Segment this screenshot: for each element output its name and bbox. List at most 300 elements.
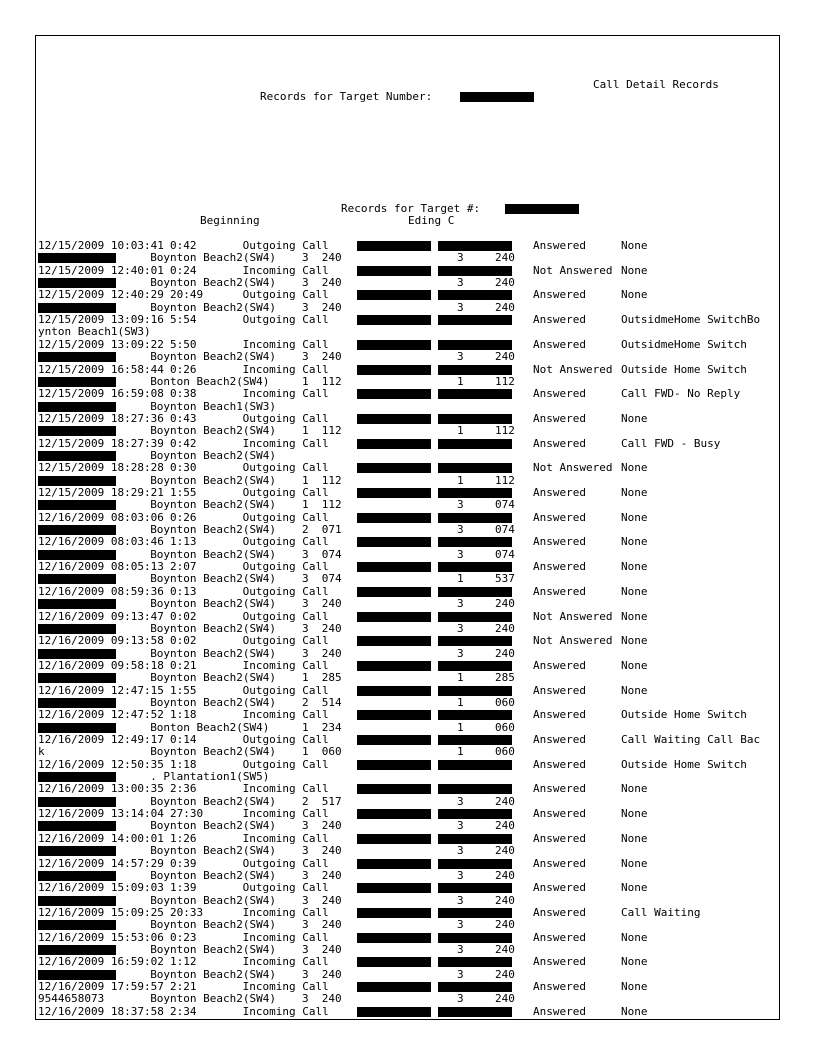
redaction-box <box>438 266 512 276</box>
record-status: Answered <box>533 955 586 969</box>
redaction-box <box>38 871 116 881</box>
record-status: Answered <box>533 560 586 574</box>
record-call-type: Incoming Call <box>242 362 329 376</box>
record-datetime: 12/16/2009 09:13:47 <box>38 609 164 623</box>
record-location: Boynton Beach2(SW4) <box>150 893 277 907</box>
redaction-box <box>438 290 512 300</box>
redaction-box <box>38 846 116 856</box>
record-datetime: 12/15/2009 16:58:44 <box>38 362 164 376</box>
redaction-box <box>438 315 512 325</box>
record-call-type: Outgoing Call <box>242 856 329 870</box>
record-sector-start: 514 <box>321 695 342 709</box>
record-sector-start: 285 <box>321 671 342 685</box>
redaction-box <box>38 599 116 609</box>
redaction-box <box>357 834 431 844</box>
record-location: Boynton Beach2(SW4) <box>150 251 277 265</box>
redaction-box <box>357 513 431 523</box>
redaction-box <box>357 908 431 918</box>
record-cell-end: 1 <box>457 424 464 438</box>
redaction-box <box>438 463 512 473</box>
record-feature: None <box>621 609 648 623</box>
record-cell-end: 3 <box>457 992 464 1006</box>
record-duration: 5:50 <box>170 337 197 351</box>
record-call-type: Incoming Call <box>242 708 329 722</box>
record-location: Boynton Beach2(SW4) <box>150 276 277 290</box>
record-sector-end: 240 <box>495 276 515 290</box>
record-sector-end: 240 <box>495 918 515 932</box>
record-sector-end: 074 <box>495 498 515 512</box>
record-call-type: Outgoing Call <box>242 757 329 771</box>
record-duration: 2:34 <box>170 1004 197 1018</box>
record-from-number: k <box>38 745 45 759</box>
record-status: Answered <box>533 930 586 944</box>
record-status: Answered <box>533 510 586 524</box>
record-cell-start: 3 <box>302 819 309 833</box>
record-location: Boynton Beach2(SW4) <box>150 547 277 561</box>
redaction-box <box>357 488 431 498</box>
record-sector-end: 240 <box>495 967 515 981</box>
record-duration: 0:24 <box>170 263 197 277</box>
redaction-box <box>438 488 512 498</box>
record-feature-continued: ynton Beach1(SW3) <box>38 325 151 339</box>
record-sector-start: 074 <box>321 547 342 561</box>
record-duration: 1:55 <box>170 486 197 499</box>
record-location: Boynton Beach2(SW4) <box>150 695 277 709</box>
redaction-box <box>438 414 512 424</box>
record-feature: None <box>621 856 648 870</box>
record-duration: 1:39 <box>170 881 197 895</box>
record-cell-end: 1 <box>457 720 464 734</box>
record-sector-end: 240 <box>495 646 515 660</box>
record-cell-end: 3 <box>457 597 464 611</box>
redaction-box <box>357 612 431 622</box>
redaction-box <box>357 784 431 794</box>
record-cell-end: 3 <box>457 844 464 858</box>
redaction-box <box>38 426 116 436</box>
record-feature: None <box>621 881 648 895</box>
redaction-box <box>38 278 116 288</box>
record-datetime: 12/15/2009 18:27:39 <box>38 436 164 450</box>
record-feature: None <box>621 807 648 821</box>
redaction-box <box>357 266 431 276</box>
record-call-type: Outgoing Call <box>242 683 329 697</box>
record-datetime: 12/16/2009 08:03:46 <box>38 535 164 549</box>
record-sector-end: 240 <box>495 621 515 635</box>
redaction-box <box>38 920 116 930</box>
record-datetime: 12/15/2009 18:28:28 <box>38 461 164 475</box>
record-location: Boynton Beach1(SW3) <box>150 399 277 413</box>
redaction-box <box>38 649 116 659</box>
redaction-box <box>357 365 431 375</box>
redaction-box <box>357 389 431 399</box>
record-call-type: Outgoing Call <box>242 733 329 746</box>
record-cell-end: 1 <box>457 671 464 685</box>
record-cell-end: 1 <box>457 745 464 759</box>
record-cell-end: 3 <box>457 868 464 882</box>
record-cell-end: 1 <box>457 374 464 388</box>
record-duration: 5:54 <box>170 313 197 327</box>
record-cell-end: 3 <box>457 276 464 290</box>
record-call-type: Incoming Call <box>242 263 329 277</box>
redaction-box <box>438 883 512 893</box>
redaction-box <box>357 982 431 992</box>
record-call-type: Incoming Call <box>242 782 329 796</box>
record-duration: 0:21 <box>170 658 197 672</box>
redaction-box <box>438 562 512 572</box>
record-cell-start: 3 <box>302 621 309 635</box>
record-datetime: 12/16/2009 15:09:03 <box>38 881 164 895</box>
record-sector-end: 240 <box>495 251 515 265</box>
record-feature: Call Waiting Call Bac <box>621 733 761 746</box>
redaction-box <box>357 340 431 350</box>
record-sector-start: 234 <box>321 720 342 734</box>
record-call-type: Outgoing Call <box>242 560 329 574</box>
record-cell-end: 3 <box>457 967 464 981</box>
record-sector-end: 240 <box>495 844 515 858</box>
record-cell-start: 2 <box>302 695 309 709</box>
record-cell-start: 3 <box>302 992 309 1006</box>
redaction-box <box>357 562 431 572</box>
record-feature: None <box>621 560 648 574</box>
redaction-box <box>505 204 579 214</box>
record-datetime: 12/16/2009 12:50:35 <box>38 757 164 771</box>
redaction-box <box>38 451 116 461</box>
record-location: Boynton Beach2(SW4) <box>150 745 277 759</box>
redaction-box <box>438 612 512 622</box>
record-sector-end: 240 <box>495 942 515 956</box>
redaction-box <box>38 525 116 535</box>
record-cell-start: 1 <box>302 720 309 734</box>
record-location: Boynton Beach2(SW4) <box>150 992 277 1006</box>
record-sector-start: 112 <box>321 424 342 438</box>
record-sector-start: 112 <box>321 374 342 388</box>
record-location: Boynton Beach2(SW4) <box>150 448 277 462</box>
record-duration: 27:30 <box>170 807 204 821</box>
record-cell-start: 3 <box>302 942 309 956</box>
redaction-box <box>357 661 431 671</box>
record-sector-start: 240 <box>321 819 342 833</box>
record-cell-end: 3 <box>457 300 464 314</box>
record-datetime: 12/15/2009 12:40:01 <box>38 263 164 277</box>
record-datetime: 12/16/2009 08:59:36 <box>38 584 164 598</box>
record-datetime: 12/16/2009 15:09:25 <box>38 905 164 919</box>
record-cell-start: 1 <box>302 745 309 759</box>
redaction-box <box>357 710 431 720</box>
redaction-box <box>438 809 512 819</box>
record-cell-end: 3 <box>457 918 464 932</box>
record-cell-start: 3 <box>302 276 309 290</box>
record-duration: 1:55 <box>170 683 197 697</box>
redaction-box <box>438 859 512 869</box>
record-feature: None <box>621 831 648 845</box>
redaction-box <box>38 970 116 980</box>
record-call-type: Outgoing Call <box>242 535 329 549</box>
record-cell-end: 3 <box>457 942 464 956</box>
redaction-box <box>438 908 512 918</box>
redaction-box <box>357 636 431 646</box>
redaction-box <box>357 809 431 819</box>
record-duration: 0:13 <box>170 584 197 598</box>
record-feature: None <box>621 683 648 697</box>
redaction-box <box>438 834 512 844</box>
record-sector-end: 060 <box>495 720 515 734</box>
record-status: Answered <box>533 905 586 919</box>
record-location: Boynton Beach2(SW4) <box>150 300 277 314</box>
redaction-box <box>357 290 431 300</box>
record-status: Answered <box>533 535 586 549</box>
record-feature: None <box>621 584 648 598</box>
redaction-box <box>357 463 431 473</box>
redaction-box <box>438 760 512 770</box>
record-datetime: 12/15/2009 18:29:21 <box>38 486 164 499</box>
record-datetime: 12/16/2009 08:03:06 <box>38 510 164 524</box>
record-feature: None <box>621 634 648 648</box>
redaction-box <box>460 92 534 102</box>
record-status: Answered <box>533 683 586 697</box>
record-sector-end: 537 <box>495 572 515 586</box>
record-sector-start: 112 <box>321 473 342 487</box>
record-feature: Call FWD - Busy <box>621 436 721 450</box>
record-sector-end: 240 <box>495 300 515 314</box>
record-call-type: Outgoing Call <box>242 461 329 475</box>
record-datetime: 12/15/2009 18:27:36 <box>38 411 164 425</box>
record-call-type: Incoming Call <box>242 387 329 401</box>
record-datetime: 12/16/2009 12:49:17 <box>38 733 164 746</box>
record-feature: Outside Home Switch <box>621 757 747 771</box>
record-sector-start: 240 <box>321 300 342 314</box>
record-sector-end: 060 <box>495 745 515 759</box>
record-cell-end: 3 <box>457 547 464 561</box>
redaction-box <box>438 686 512 696</box>
record-cell-end: 3 <box>457 350 464 364</box>
record-cell-start: 3 <box>302 251 309 265</box>
record-sector-end: 074 <box>495 547 515 561</box>
record-location: Boynton Beach2(SW4) <box>150 942 277 956</box>
record-cell-end: 3 <box>457 893 464 907</box>
record-sector-start: 240 <box>321 844 342 858</box>
record-status: Not Answered <box>533 634 613 648</box>
record-status: Answered <box>533 411 586 425</box>
redaction-box <box>438 365 512 375</box>
record-status: Answered <box>533 757 586 771</box>
record-duration: 0:43 <box>170 411 197 425</box>
record-datetime: 12/15/2009 12:40:29 <box>38 288 164 302</box>
redaction-box <box>438 636 512 646</box>
record-location: Boynton Beach2(SW4) <box>150 498 277 512</box>
record-sector-end: 074 <box>495 523 515 537</box>
record-cell-start: 3 <box>302 300 309 314</box>
record-call-type: Incoming Call <box>242 980 329 993</box>
record-sector-start: 074 <box>321 572 342 586</box>
record-location: Boynton Beach2(SW4) <box>150 844 277 858</box>
redaction-box <box>38 673 116 683</box>
record-cell-end: 1 <box>457 572 464 586</box>
redaction-box <box>38 574 116 584</box>
record-status: Answered <box>533 584 586 598</box>
record-status: Answered <box>533 708 586 722</box>
redaction-box <box>38 797 116 807</box>
record-location: Boynton Beach2(SW4) <box>150 646 277 660</box>
record-call-type: Outgoing Call <box>242 411 329 425</box>
record-status: Not Answered <box>533 263 613 277</box>
record-status: Answered <box>533 831 586 845</box>
record-sector-start: 240 <box>321 597 342 611</box>
redaction-box <box>38 821 116 831</box>
column-header-ending: Eding C <box>408 214 455 227</box>
record-cell-end: 3 <box>457 621 464 635</box>
record-feature: None <box>621 486 648 499</box>
record-duration: 2:36 <box>170 782 197 796</box>
redaction-box <box>357 735 431 745</box>
record-datetime: 12/15/2009 13:09:16 <box>38 313 164 327</box>
record-duration: 0:26 <box>170 510 197 524</box>
record-sector-start: 240 <box>321 868 342 882</box>
record-feature: None <box>621 980 648 993</box>
record-status: Not Answered <box>533 461 613 475</box>
record-duration: 1:26 <box>170 831 197 845</box>
record-datetime: 12/16/2009 12:47:52 <box>38 708 164 722</box>
record-sector-end: 112 <box>495 473 515 487</box>
record-sector-end: 240 <box>495 350 515 364</box>
record-feature: OutsidmeHome SwitchBo <box>621 313 761 327</box>
record-duration: 0:23 <box>170 930 197 944</box>
record-status: Answered <box>533 881 586 895</box>
record-call-type: Outgoing Call <box>242 881 329 895</box>
redaction-box <box>38 500 116 510</box>
record-duration: 20:49 <box>170 288 204 302</box>
redaction-box <box>357 537 431 547</box>
record-datetime: 12/16/2009 13:00:35 <box>38 782 164 796</box>
record-datetime: 12/16/2009 14:00:01 <box>38 831 164 845</box>
record-feature: None <box>621 263 648 277</box>
record-sector-end: 285 <box>495 671 515 685</box>
redaction-box <box>438 982 512 992</box>
record-duration: 0:02 <box>170 609 197 623</box>
redaction-box <box>438 735 512 745</box>
record-sector-end: 240 <box>495 597 515 611</box>
record-sector-start: 240 <box>321 967 342 981</box>
redaction-box <box>438 710 512 720</box>
record-feature: Call FWD- No Reply <box>621 387 741 401</box>
record-cell-end: 3 <box>457 251 464 265</box>
record-status: Answered <box>533 288 586 302</box>
record-datetime: 12/16/2009 14:57:29 <box>38 856 164 870</box>
record-duration: 0:38 <box>170 387 197 401</box>
record-call-type: Outgoing Call <box>242 288 329 302</box>
record-status: Answered <box>533 733 586 746</box>
record-location: Boynton Beach2(SW4) <box>150 597 277 611</box>
record-sector-end: 240 <box>495 868 515 882</box>
column-header-beginning: Beginning <box>200 214 260 227</box>
record-feature: None <box>621 288 648 302</box>
record-from-number: 9544658073 <box>38 992 105 1006</box>
record-location: Boynton Beach2(SW4) <box>150 918 277 932</box>
record-sector-end: 240 <box>495 794 515 808</box>
redaction-box <box>357 1007 431 1017</box>
record-location: Bonton Beach2(SW4) <box>150 720 270 734</box>
record-status: Answered <box>533 807 586 821</box>
redaction-box <box>38 377 116 387</box>
record-feature: Outside Home Switch <box>621 708 747 722</box>
record-call-type: Outgoing Call <box>242 634 329 648</box>
redaction-box <box>357 414 431 424</box>
target-number-label: Records for Target Number: <box>260 90 433 103</box>
redaction-box <box>438 340 512 350</box>
record-cell-start: 1 <box>302 671 309 685</box>
record-sector-start: 240 <box>321 893 342 907</box>
record-sector-start: 112 <box>321 498 342 512</box>
record-datetime: 12/16/2009 08:05:13 <box>38 560 164 574</box>
redaction-box <box>438 784 512 794</box>
record-feature: None <box>621 782 648 796</box>
record-sector-end: 240 <box>495 819 515 833</box>
redaction-box <box>38 945 116 955</box>
record-cell-start: 1 <box>302 498 309 512</box>
record-duration: 0:39 <box>170 856 197 870</box>
record-sector-start: 240 <box>321 350 342 364</box>
redaction-box <box>38 303 116 313</box>
record-cell-start: 3 <box>302 868 309 882</box>
record-sector-start: 240 <box>321 918 342 932</box>
record-call-type: Outgoing Call <box>242 239 329 252</box>
record-feature: Call Waiting <box>621 905 701 919</box>
record-duration: 20:33 <box>170 905 204 919</box>
record-cell-end: 3 <box>457 646 464 660</box>
record-call-type: Incoming Call <box>242 337 329 351</box>
record-status: Answered <box>533 387 586 401</box>
record-location: Boynton Beach2(SW4) <box>150 424 277 438</box>
record-call-type: Outgoing Call <box>242 609 329 623</box>
redaction-box <box>357 957 431 967</box>
record-datetime: 12/16/2009 15:53:06 <box>38 930 164 944</box>
record-location: Boynton Beach2(SW4) <box>150 868 277 882</box>
record-cell-end: 3 <box>457 523 464 537</box>
record-status: Answered <box>533 337 586 351</box>
redaction-box <box>38 402 116 412</box>
record-datetime: 12/16/2009 09:58:18 <box>38 658 164 672</box>
redaction-box <box>357 241 431 251</box>
redaction-box <box>357 933 431 943</box>
record-duration: 1:18 <box>170 708 197 722</box>
record-location: Boynton Beach2(SW4) <box>150 621 277 635</box>
record-cell-start: 3 <box>302 844 309 858</box>
record-sector-start: 240 <box>321 621 342 635</box>
record-cell-end: 3 <box>457 794 464 808</box>
redaction-box <box>38 624 116 634</box>
record-duration: 1:18 <box>170 757 197 771</box>
record-cell-start: 3 <box>302 547 309 561</box>
record-cell-end: 3 <box>457 498 464 512</box>
redaction-box <box>38 698 116 708</box>
record-datetime: 12/16/2009 16:59:02 <box>38 955 164 969</box>
record-cell-end: 1 <box>457 473 464 487</box>
record-call-type: Incoming Call <box>242 955 329 969</box>
record-call-type: Outgoing Call <box>242 486 329 499</box>
record-call-type: Incoming Call <box>242 807 329 821</box>
record-status: Answered <box>533 980 586 993</box>
record-call-type: Outgoing Call <box>242 510 329 524</box>
redaction-box <box>38 550 116 560</box>
record-cell-start: 2 <box>302 523 309 537</box>
record-call-type: Incoming Call <box>242 831 329 845</box>
record-cell-start: 1 <box>302 374 309 388</box>
record-status: Answered <box>533 436 586 450</box>
record-cell-end: 3 <box>457 819 464 833</box>
redaction-box <box>38 723 116 733</box>
record-location: Boynton Beach2(SW4) <box>150 819 277 833</box>
record-location: Boynton Beach2(SW4) <box>150 572 277 586</box>
record-status: Answered <box>533 856 586 870</box>
